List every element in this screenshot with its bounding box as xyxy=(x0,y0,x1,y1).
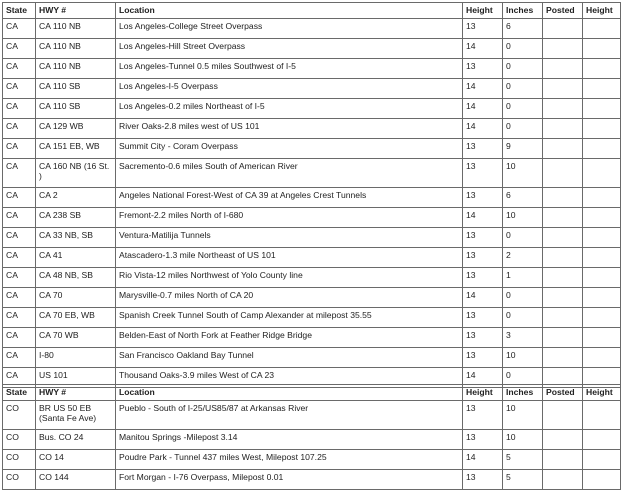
table-row xyxy=(3,19,621,39)
cell-height: 14 xyxy=(463,79,503,99)
cell-location: Thousand Oaks-3.9 miles West of CA 23 xyxy=(116,368,463,388)
cell-hwy: CA 160 NB (16 St. ) xyxy=(36,159,116,188)
cell-hwy: CA 110 NB xyxy=(36,39,116,59)
cell-hwy: CA 110 SB xyxy=(36,99,116,119)
cell-height: 14 xyxy=(463,450,503,470)
table-row xyxy=(3,99,621,119)
cell-hwy: CA 110 NB xyxy=(36,59,116,79)
cell-posted-height xyxy=(583,59,621,79)
cell-posted xyxy=(543,450,583,470)
cell-height: 13 xyxy=(463,188,503,208)
cell-hwy: CO 14 xyxy=(36,450,116,470)
cell-hwy: CA 238 SB xyxy=(36,208,116,228)
cell-location: Pueblo - South of I-25/US85/87 at Arkansas River xyxy=(116,401,463,430)
col-posted-height-header: Height xyxy=(583,3,621,19)
cell-hwy: CA 110 NB xyxy=(36,19,116,39)
ca-rows xyxy=(3,19,621,388)
cell-posted xyxy=(543,99,583,119)
cell-height: 13 xyxy=(463,248,503,268)
table-row xyxy=(3,328,621,348)
cell-height: 13 xyxy=(463,430,503,450)
cell-inches: 0 xyxy=(503,99,543,119)
cell-state: CO xyxy=(3,470,36,490)
cell-state: CA xyxy=(3,288,36,308)
cell-posted-height xyxy=(583,188,621,208)
cell-height: 13 xyxy=(463,228,503,248)
table-row xyxy=(3,188,621,208)
col-hwy-header: HWY # xyxy=(36,385,116,401)
cell-posted-height xyxy=(583,39,621,59)
cell-posted xyxy=(543,288,583,308)
cell-inches: 2 xyxy=(503,248,543,268)
cell-inches: 0 xyxy=(503,288,543,308)
table-row xyxy=(3,268,621,288)
cell-inches: 0 xyxy=(503,39,543,59)
cell-posted xyxy=(543,59,583,79)
table-row xyxy=(3,401,621,430)
cell-location: Marysville-0.7 miles North of CA 20 xyxy=(116,288,463,308)
cell-location: Los Angeles-Tunnel 0.5 miles Southwest of I-5 xyxy=(116,59,463,79)
cell-inches: 10 xyxy=(503,430,543,450)
col-inches-header: Inches xyxy=(503,385,543,401)
cell-posted xyxy=(543,139,583,159)
cell-hwy: BR US 50 EB (Santa Fe Ave) xyxy=(36,401,116,430)
cell-location: Poudre Park - Tunnel 437 miles West, Milepost 107.25 xyxy=(116,450,463,470)
cell-location: Los Angeles-0.2 miles Northeast of I-5 xyxy=(116,99,463,119)
col-location-header: Location xyxy=(116,3,463,19)
cell-location: Manitou Springs -Milepost 3.14 xyxy=(116,430,463,450)
cell-state: CA xyxy=(3,328,36,348)
clearance-table-co xyxy=(2,384,621,490)
cell-state: CA xyxy=(3,188,36,208)
cell-state: CA xyxy=(3,79,36,99)
cell-state: CA xyxy=(3,39,36,59)
table-row xyxy=(3,59,621,79)
cell-posted xyxy=(543,39,583,59)
cell-posted-height xyxy=(583,268,621,288)
cell-posted xyxy=(543,79,583,99)
cell-posted xyxy=(543,308,583,328)
cell-posted xyxy=(543,119,583,139)
cell-inches: 10 xyxy=(503,159,543,188)
cell-location: Fort Morgan - I-76 Overpass, Milepost 0.01 xyxy=(116,470,463,490)
cell-hwy: CA 70 WB xyxy=(36,328,116,348)
cell-posted-height xyxy=(583,401,621,430)
cell-height: 13 xyxy=(463,348,503,368)
cell-posted-height xyxy=(583,228,621,248)
cell-inches: 9 xyxy=(503,139,543,159)
cell-state: CA xyxy=(3,208,36,228)
cell-inches: 10 xyxy=(503,401,543,430)
cell-posted-height xyxy=(583,308,621,328)
cell-posted xyxy=(543,328,583,348)
cell-height: 14 xyxy=(463,208,503,228)
cell-posted-height xyxy=(583,328,621,348)
cell-inches: 0 xyxy=(503,59,543,79)
cell-posted xyxy=(543,188,583,208)
cell-inches: 6 xyxy=(503,19,543,39)
cell-height: 13 xyxy=(463,159,503,188)
col-location-header: Location xyxy=(116,385,463,401)
cell-posted-height xyxy=(583,248,621,268)
col-state-header: State xyxy=(3,3,36,19)
cell-location: San Francisco Oakland Bay Tunnel xyxy=(116,348,463,368)
col-inches-header: Inches xyxy=(503,3,543,19)
cell-posted-height xyxy=(583,450,621,470)
cell-posted-height xyxy=(583,139,621,159)
cell-height: 13 xyxy=(463,328,503,348)
cell-state: CA xyxy=(3,19,36,39)
table-row xyxy=(3,139,621,159)
cell-inches: 10 xyxy=(503,348,543,368)
cell-state: CA xyxy=(3,119,36,139)
cell-posted-height xyxy=(583,19,621,39)
col-state-header: State xyxy=(3,385,36,401)
cell-state: CO xyxy=(3,401,36,430)
table-row xyxy=(3,159,621,188)
cell-inches: 5 xyxy=(503,470,543,490)
cell-hwy: Bus. CO 24 xyxy=(36,430,116,450)
co-rows xyxy=(3,401,621,490)
cell-height: 13 xyxy=(463,19,503,39)
cell-hwy: US 101 xyxy=(36,368,116,388)
clearance-table-ca xyxy=(2,2,621,388)
cell-posted xyxy=(543,430,583,450)
table-row xyxy=(3,430,621,450)
cell-state: CA xyxy=(3,159,36,188)
cell-location: Fremont-2.2 miles North of I-680 xyxy=(116,208,463,228)
table-row xyxy=(3,228,621,248)
cell-height: 13 xyxy=(463,401,503,430)
col-posted-height-header: Height xyxy=(583,385,621,401)
cell-state: CA xyxy=(3,139,36,159)
cell-inches: 6 xyxy=(503,188,543,208)
cell-state: CA xyxy=(3,59,36,79)
table-row xyxy=(3,119,621,139)
cell-height: 14 xyxy=(463,368,503,388)
cell-inches: 0 xyxy=(503,368,543,388)
cell-location: Rio Vista-12 miles Northwest of Yolo County line xyxy=(116,268,463,288)
cell-location: Los Angeles-I-5 Overpass xyxy=(116,79,463,99)
table-row xyxy=(3,288,621,308)
cell-posted-height xyxy=(583,159,621,188)
cell-posted-height xyxy=(583,430,621,450)
cell-posted xyxy=(543,401,583,430)
cell-inches: 0 xyxy=(503,79,543,99)
cell-hwy: CA 70 xyxy=(36,288,116,308)
cell-inches: 10 xyxy=(503,208,543,228)
table-row xyxy=(3,308,621,328)
cell-posted xyxy=(543,228,583,248)
cell-height: 13 xyxy=(463,308,503,328)
cell-inches: 5 xyxy=(503,450,543,470)
cell-location: Summit City - Coram Overpass xyxy=(116,139,463,159)
cell-posted-height xyxy=(583,119,621,139)
cell-inches: 1 xyxy=(503,268,543,288)
cell-inches: 0 xyxy=(503,119,543,139)
cell-posted xyxy=(543,208,583,228)
col-posted-header: Posted xyxy=(543,3,583,19)
cell-location: Ventura-Matilija Tunnels xyxy=(116,228,463,248)
cell-height: 14 xyxy=(463,119,503,139)
cell-posted xyxy=(543,248,583,268)
cell-height: 14 xyxy=(463,99,503,119)
cell-height: 13 xyxy=(463,59,503,79)
table-row xyxy=(3,39,621,59)
cell-location: Los Angeles-College Street Overpass xyxy=(116,19,463,39)
cell-state: CA xyxy=(3,228,36,248)
cell-hwy: CA 2 xyxy=(36,188,116,208)
cell-height: 13 xyxy=(463,139,503,159)
cell-location: Atascadero-1.3 mile Northeast of US 101 xyxy=(116,248,463,268)
cell-location: Belden-East of North Fork at Feather Ridge Bridge xyxy=(116,328,463,348)
cell-location: River Oaks-2.8 miles west of US 101 xyxy=(116,119,463,139)
table-row xyxy=(3,248,621,268)
table-row xyxy=(3,208,621,228)
col-posted-header: Posted xyxy=(543,385,583,401)
cell-location: Spanish Creek Tunnel South of Camp Alexander at milepost 35.55 xyxy=(116,308,463,328)
cell-posted xyxy=(543,159,583,188)
cell-state: CA xyxy=(3,248,36,268)
cell-height: 13 xyxy=(463,268,503,288)
cell-height: 13 xyxy=(463,470,503,490)
cell-height: 14 xyxy=(463,39,503,59)
cell-posted-height xyxy=(583,288,621,308)
cell-hwy: CA 151 EB, WB xyxy=(36,139,116,159)
cell-inches: 0 xyxy=(503,308,543,328)
col-height-header: Height xyxy=(463,385,503,401)
cell-inches: 3 xyxy=(503,328,543,348)
header-row xyxy=(3,385,621,401)
cell-location: Los Angeles-Hill Street Overpass xyxy=(116,39,463,59)
col-height-header: Height xyxy=(463,3,503,19)
table-row xyxy=(3,79,621,99)
cell-hwy: CA 48 NB, SB xyxy=(36,268,116,288)
cell-state: CA xyxy=(3,99,36,119)
cell-posted xyxy=(543,348,583,368)
cell-hwy: CA 129 WB xyxy=(36,119,116,139)
col-hwy-header: HWY # xyxy=(36,3,116,19)
cell-posted xyxy=(543,19,583,39)
header-row xyxy=(3,3,621,19)
cell-posted-height xyxy=(583,79,621,99)
cell-state: CO xyxy=(3,450,36,470)
cell-state: CA xyxy=(3,268,36,288)
cell-height: 14 xyxy=(463,288,503,308)
cell-hwy: CA 70 EB, WB xyxy=(36,308,116,328)
cell-posted-height xyxy=(583,99,621,119)
cell-location: Sacremento-0.6 miles South of American River xyxy=(116,159,463,188)
table-row xyxy=(3,348,621,368)
cell-state: CA xyxy=(3,308,36,328)
table-row xyxy=(3,450,621,470)
cell-hwy: CA 110 SB xyxy=(36,79,116,99)
cell-hwy: CO 144 xyxy=(36,470,116,490)
cell-posted xyxy=(543,268,583,288)
cell-posted-height xyxy=(583,348,621,368)
cell-state: CO xyxy=(3,430,36,450)
cell-posted-height xyxy=(583,208,621,228)
cell-location: Angeles National Forest-West of CA 39 at Angeles Crest Tunnels xyxy=(116,188,463,208)
cell-state: CA xyxy=(3,368,36,388)
cell-hwy: CA 41 xyxy=(36,248,116,268)
cell-hwy: CA 33 NB, SB xyxy=(36,228,116,248)
cell-hwy: I-80 xyxy=(36,348,116,368)
cell-state: CA xyxy=(3,348,36,368)
cell-inches: 0 xyxy=(503,228,543,248)
